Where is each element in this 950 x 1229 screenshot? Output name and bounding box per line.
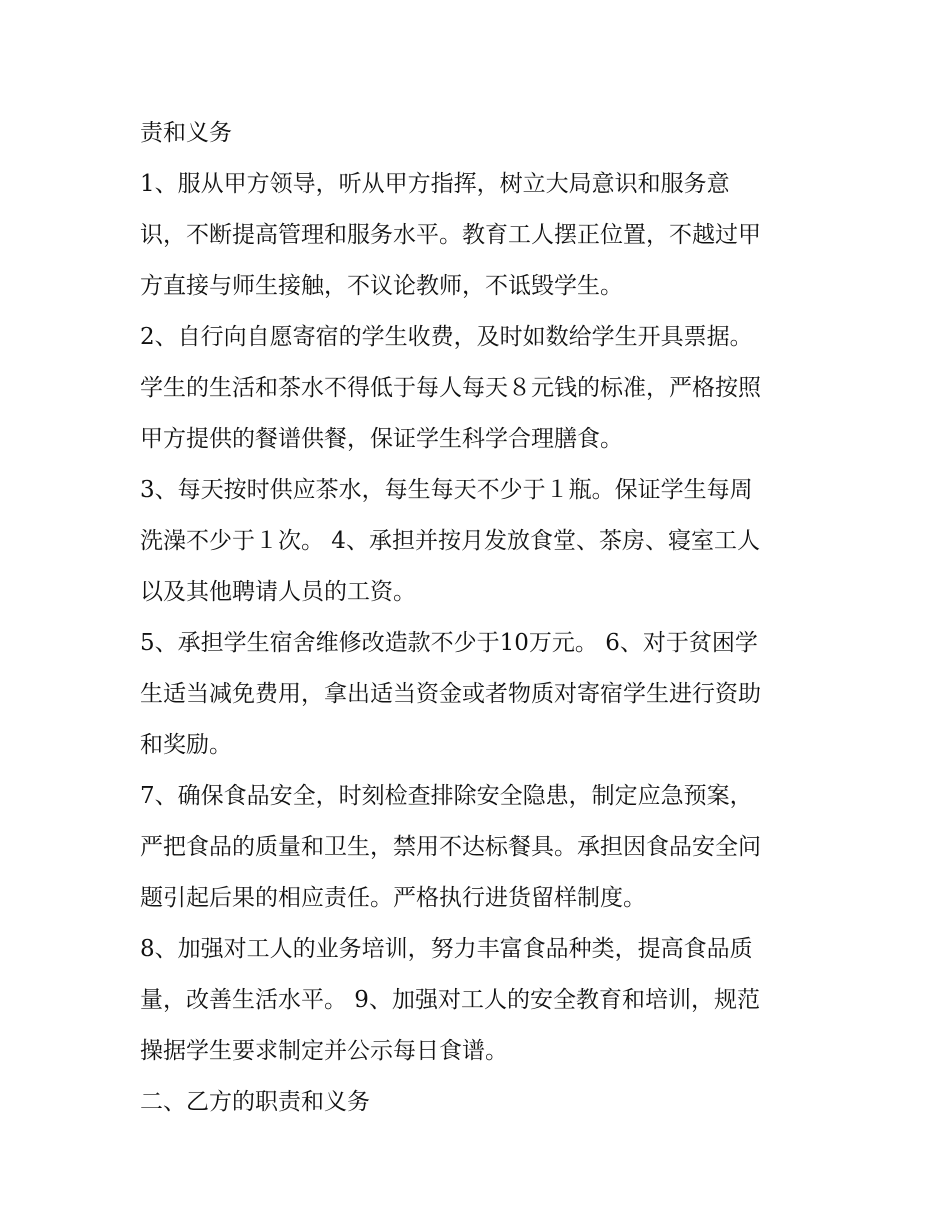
text-line: 2、自行向自愿寄宿的学生收费，及时如数给学生开具票据。	[140, 324, 753, 350]
clause-5-6	[140, 618, 820, 771]
text-line: 题引起后果的相应责任。严格执行进货留样制度。	[140, 885, 646, 911]
text-line: 责和义务	[140, 120, 232, 146]
section-heading	[140, 1077, 820, 1128]
text-line: 和奖励。	[140, 732, 232, 758]
text-line: 7、确保食品安全，时刻检查排除安全隐患，制定应急预案，	[140, 783, 753, 809]
text-line: 甲方提供的餐谱供餐，保证学生科学合理膳食。	[140, 426, 623, 452]
text-line: 洗澡不少于１次。 4、承担并按月发放食堂、茶房、寝室工人	[140, 528, 760, 554]
text-line: 8、加强对工人的业务培训，努力丰富食品种类，提高食品质	[140, 936, 753, 962]
text-line: 1、服从甲方领导，听从甲方指挥，树立大局意识和服务意	[140, 171, 730, 197]
document-body	[140, 108, 820, 1128]
text-line: 以及其他聘请人员的工资。	[140, 579, 416, 605]
text-line: 识，不断提高管理和服务水平。教育工人摆正位置，不越过甲	[140, 222, 761, 248]
clause-3-4	[140, 465, 820, 618]
text-line: 操据学生要求制定并公示每日食谱。	[140, 1038, 508, 1064]
text-line: 5、承担学生宿舍维修改造款不少于10万元。 6、对于贫困学	[140, 630, 758, 656]
text-line: 3、每天按时供应茶水，每生每天不少于１瓶。保证学生每周	[140, 477, 753, 503]
text-line: 方直接与师生接触，不议论教师，不诋毁学生。	[140, 273, 623, 299]
clause-7	[140, 771, 820, 924]
text-line: 严把食品的质量和卫生，禁用不达标餐具。承担因食品安全问	[140, 834, 761, 860]
section-heading-fragment	[140, 108, 820, 159]
clause-1	[140, 159, 820, 312]
text-line: 量，改善生活水平。 9、加强对工人的安全教育和培训，规范	[140, 987, 760, 1013]
text-line: 二、乙方的职责和义务	[140, 1089, 370, 1115]
text-line: 生适当减免费用，拿出适当资金或者物质对寄宿学生进行资助	[140, 681, 761, 707]
text-line: 学生的生活和茶水不得低于每人每天８元钱的标准，严格按照	[140, 375, 761, 401]
clause-2	[140, 312, 820, 465]
clause-8-9	[140, 924, 820, 1077]
